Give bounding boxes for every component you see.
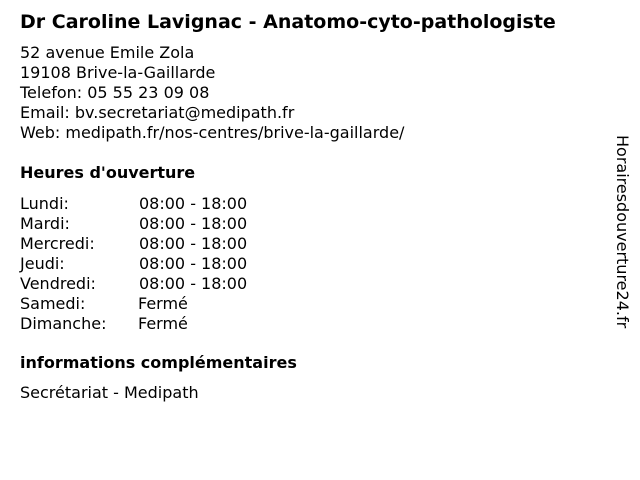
hours-heading: Heures d'ouverture — [20, 163, 196, 182]
hours-row-sunday — [20, 314, 300, 334]
day-hours: 08:00 - 18:00 — [139, 254, 248, 273]
day-label: Jeudi: — [20, 254, 65, 273]
hours-row-tuesday — [20, 214, 300, 234]
watermark-text: Horairesdouverture24.fr — [613, 135, 632, 329]
page-title: Dr Caroline Lavignac - Anatomo-cyto-pathologiste — [20, 11, 556, 33]
address-block — [20, 43, 404, 143]
email-address: Email: bv.secretariat@medipath.fr — [20, 103, 295, 122]
day-hours: 08:00 - 18:00 — [139, 194, 248, 213]
day-label: Dimanche: — [20, 314, 107, 333]
day-hours: Fermé — [138, 314, 188, 333]
day-label: Mercredi: — [20, 234, 95, 253]
day-hours: 08:00 - 18:00 — [139, 274, 248, 293]
day-hours: Fermé — [138, 294, 188, 313]
day-label: Vendredi: — [20, 274, 96, 293]
day-label: Lundi: — [20, 194, 69, 213]
hours-row-friday — [20, 274, 300, 294]
phone-number: Telefon: 05 55 23 09 08 — [20, 83, 210, 102]
info-text: Secrétariat - Medipath — [20, 383, 199, 402]
opening-hours-table — [20, 194, 300, 334]
day-label: Samedi: — [20, 294, 86, 313]
hours-row-monday — [20, 194, 300, 214]
hours-row-wednesday — [20, 234, 300, 254]
street-address: 52 avenue Emile Zola — [20, 43, 195, 62]
city: 19108 Brive-la-Gaillarde — [20, 63, 216, 82]
day-hours: 08:00 - 18:00 — [139, 214, 248, 233]
day-label: Mardi: — [20, 214, 70, 233]
website: Web: medipath.fr/nos-centres/brive-la-gaillarde/ — [20, 123, 405, 142]
watermark — [613, 135, 631, 371]
hours-row-thursday — [20, 254, 300, 274]
day-hours: 08:00 - 18:00 — [139, 234, 248, 253]
hours-row-saturday — [20, 294, 300, 314]
info-heading: informations complémentaires — [20, 353, 297, 372]
